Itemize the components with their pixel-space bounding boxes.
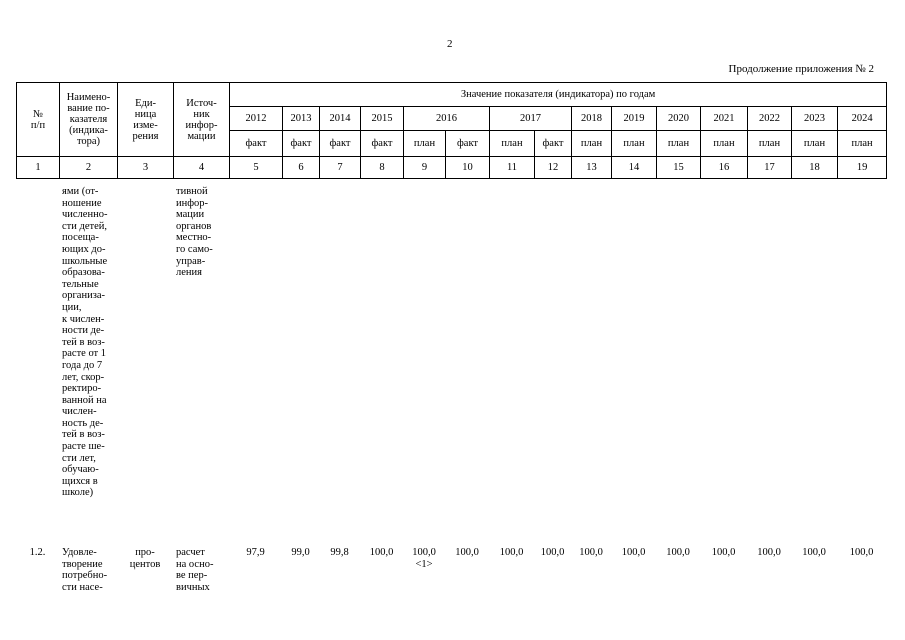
value-type: факт <box>230 131 283 157</box>
value-2017-plan: 100,0 <box>499 547 524 558</box>
value-2014: 99,8 <box>330 547 349 558</box>
value-2018: 100,0 <box>579 547 603 558</box>
value-type: факт <box>446 131 490 157</box>
column-number: 7 <box>320 157 361 179</box>
year-2021: 2021 <box>701 107 748 131</box>
value-2023: 100,0 <box>802 547 826 558</box>
source-continued: тивной инфор- мации органов местно- го само- управ- ления <box>176 186 213 279</box>
header-values-title: Значение показателя (индикатора) по годам <box>230 83 887 107</box>
value-type: план <box>490 131 535 157</box>
column-number: 18 <box>792 157 838 179</box>
column-number: 17 <box>748 157 792 179</box>
value-type: план <box>701 131 748 157</box>
column-number: 2 <box>60 157 118 179</box>
table-row <box>16 547 886 593</box>
value-type: план <box>838 131 887 157</box>
column-number: 3 <box>118 157 174 179</box>
value-2022: 100,0 <box>757 547 781 558</box>
year-2016: 2016 <box>404 107 490 131</box>
continuation-label: Продолжение приложения № 2 <box>728 63 874 75</box>
header-number: № п/п <box>17 83 60 157</box>
column-number: 16 <box>701 157 748 179</box>
column-number: 11 <box>490 157 535 179</box>
indicator-name-continued: ями (от- ношение численно- сти детей, посеща- ющих до- школьные образова- тельные организа- ции, к числен- ности де- тей в воз- расте от 1 года до 7 лет, скор- ректиро- ванной на числен- ность де- тей в воз- расте ше- сти лет, обучаю- щихся в школе) <box>62 186 108 499</box>
year-2013: 2013 <box>283 107 320 131</box>
year-2012: 2012 <box>230 107 283 131</box>
year-2022: 2022 <box>748 107 792 131</box>
column-number: 9 <box>404 157 446 179</box>
year-2014: 2014 <box>320 107 361 131</box>
row-number: 1.2. <box>29 547 46 558</box>
value-type: факт <box>361 131 404 157</box>
year-2015: 2015 <box>361 107 404 131</box>
value-type: план <box>748 131 792 157</box>
column-number: 4 <box>174 157 230 179</box>
column-number: 12 <box>535 157 572 179</box>
value-type: план <box>404 131 446 157</box>
value-type: факт <box>535 131 572 157</box>
indicator-table-header <box>16 82 887 179</box>
value-2016-plan <box>403 547 445 593</box>
unit: про- центов <box>129 547 161 570</box>
column-number: 5 <box>230 157 283 179</box>
value-2012: 97,9 <box>246 547 265 558</box>
value-2016-fact: 100,0 <box>455 547 479 558</box>
column-number: 13 <box>572 157 612 179</box>
year-2020: 2020 <box>657 107 701 131</box>
year-2023: 2023 <box>792 107 838 131</box>
year-2017: 2017 <box>490 107 572 131</box>
header-unit: Еди- ница изме- рения <box>118 83 174 157</box>
year-2024: 2024 <box>838 107 887 131</box>
column-number: 10 <box>446 157 490 179</box>
value-type: план <box>572 131 612 157</box>
page-number: 2 <box>447 38 453 50</box>
value-2017-fact: 100,0 <box>540 547 565 558</box>
header-indicator-name: Наимено- вание по- казателя (индика- тора) <box>60 83 118 157</box>
column-number: 14 <box>612 157 657 179</box>
value-2021: 100,0 <box>711 547 736 558</box>
year-2018: 2018 <box>572 107 612 131</box>
source: расчет на осно- ве пер- вичных <box>176 547 214 593</box>
value-2013: 99,0 <box>291 547 310 558</box>
value-2020: 100,0 <box>666 547 690 558</box>
column-number: 1 <box>17 157 60 179</box>
value-type: факт <box>320 131 361 157</box>
value: 100,0 <box>412 547 436 558</box>
year-2019: 2019 <box>612 107 657 131</box>
footnote-marker: <1> <box>415 558 433 570</box>
value-2019: 100,0 <box>621 547 646 558</box>
value-2015: 100,0 <box>369 547 394 558</box>
value-type: план <box>657 131 701 157</box>
column-number: 15 <box>657 157 701 179</box>
value-type: факт <box>283 131 320 157</box>
indicator-name: Удовле- творение потребно- сти насе- <box>62 547 108 593</box>
value-type: план <box>612 131 657 157</box>
continued-row <box>16 186 886 499</box>
column-number: 19 <box>838 157 887 179</box>
value-2024: 100,0 <box>849 547 874 558</box>
value-type: план <box>792 131 838 157</box>
header-source: Источ- ник инфор- мации <box>174 83 230 157</box>
column-number: 6 <box>283 157 320 179</box>
column-number: 8 <box>361 157 404 179</box>
